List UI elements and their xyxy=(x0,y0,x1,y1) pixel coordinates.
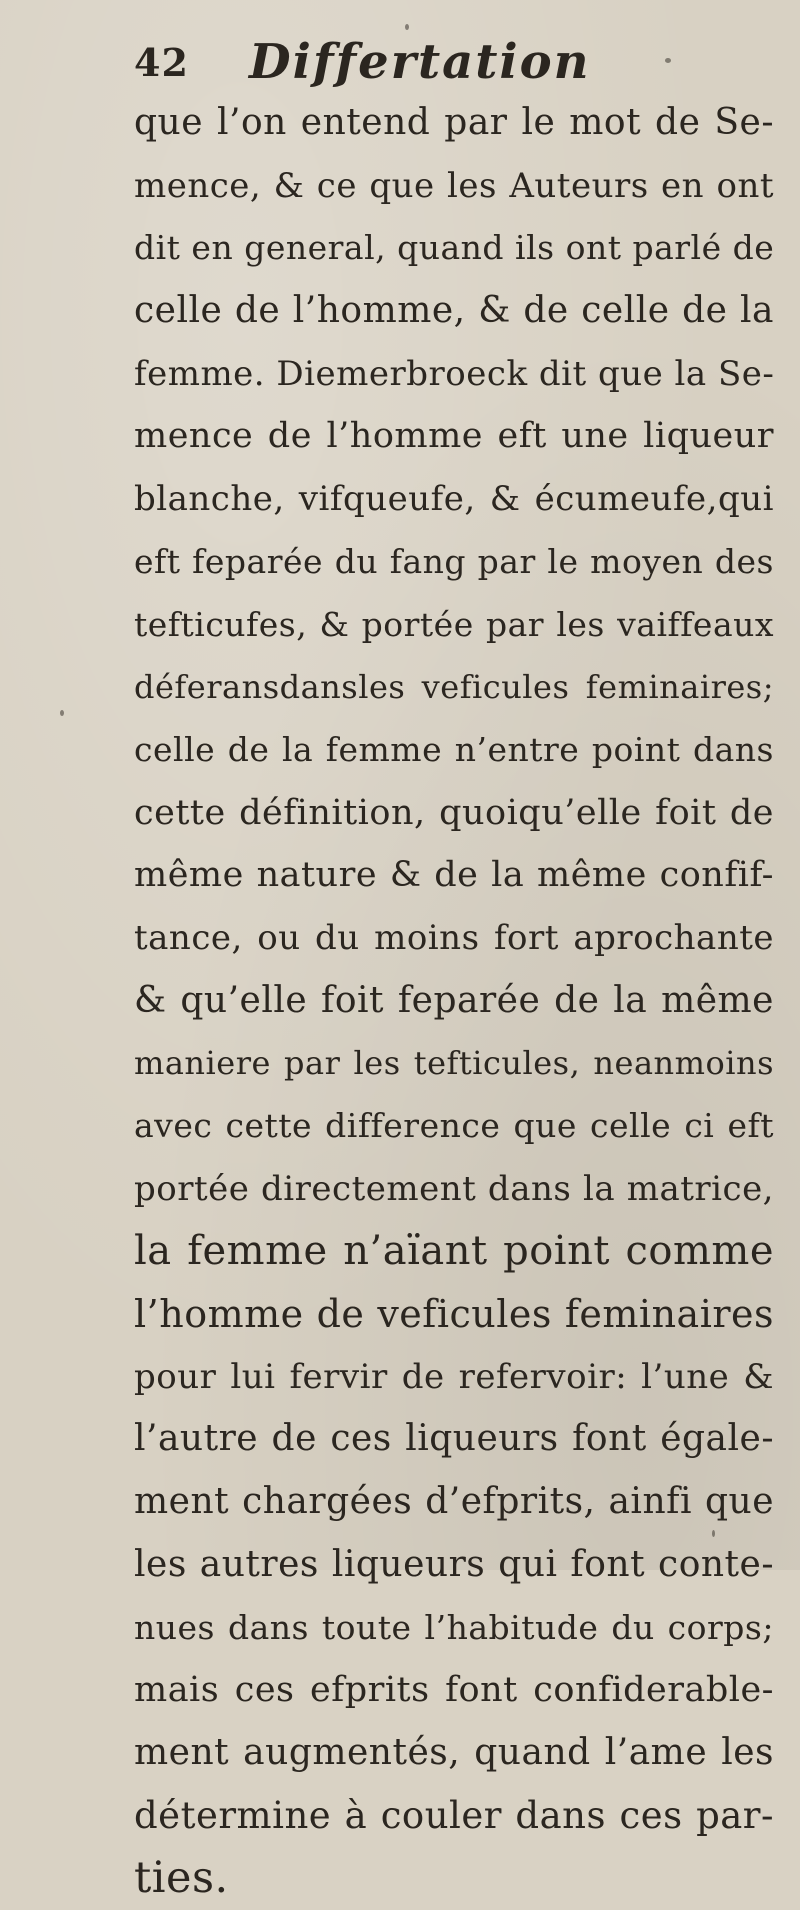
text-line: détermine à couler dans ces par- xyxy=(134,1793,774,1837)
paper-speck xyxy=(665,58,671,63)
text-line-final: ties. xyxy=(134,1853,229,1904)
text-line: dit en general, quand ils ont parlé de xyxy=(134,228,775,268)
text-line: eft feparée du fang par le moyen des xyxy=(134,541,774,581)
text-line: nues dans toute l’habitude du corps; xyxy=(134,1607,774,1647)
text-line: & qu’elle foit feparée de la même xyxy=(134,979,774,1021)
text-line: pour lui fervir de refervoir: l’une & xyxy=(134,1356,774,1397)
running-title: Differtation xyxy=(249,34,591,90)
text-line: l’homme de veficules feminaires xyxy=(134,1292,774,1337)
text-line: maniere par les tefticules, neanmoins xyxy=(134,1044,774,1083)
text-line: ment chargées d’efprits, ainfi que xyxy=(134,1481,774,1523)
text-line: déferansdansles veficules feminaires; xyxy=(134,668,774,707)
text-line: tance, ou du moins fort aprochante xyxy=(134,917,774,958)
page-header xyxy=(134,28,754,98)
text-line: cette définition, quoiqu’elle foit de xyxy=(134,792,774,833)
text-line: blanche, vifqueufe, & écumeufe,qui xyxy=(134,479,774,520)
text-line: mence de l’homme eft une liqueur xyxy=(134,416,774,457)
text-line: portée directement dans la matrice, xyxy=(134,1168,774,1209)
text-line: ment augmentés, quand l’ame les xyxy=(134,1731,774,1773)
text-line: tefticufes, & portée par les vaiffeaux xyxy=(134,604,774,644)
text-line: les autres liqueurs qui font conte- xyxy=(134,1543,774,1585)
page-number: 42 xyxy=(134,40,189,85)
text-line: la femme n’aïant point comme xyxy=(134,1228,774,1275)
paper-speck xyxy=(712,1530,715,1537)
text-line: l’autre de ces liqueurs font égale- xyxy=(134,1418,774,1460)
text-line: femme. Diemerbroeck dit que la Se- xyxy=(134,353,775,394)
text-line: même nature & de la même confif- xyxy=(134,855,774,896)
text-line: mais ces efprits font confiderable- xyxy=(134,1670,774,1711)
text-line: celle de l’homme, & de celle de la xyxy=(134,290,774,332)
text-line: mence, & ce que les Auteurs en ont xyxy=(134,165,774,206)
paper-speck xyxy=(405,24,409,30)
text-line: avec cette difference que celle ci eft xyxy=(134,1106,774,1145)
body-text xyxy=(134,92,774,1910)
text-line: celle de la femme n’entre point dans xyxy=(134,729,774,769)
text-line: que l’on entend par le mot de Se- xyxy=(134,102,774,143)
paper-speck xyxy=(60,710,64,716)
